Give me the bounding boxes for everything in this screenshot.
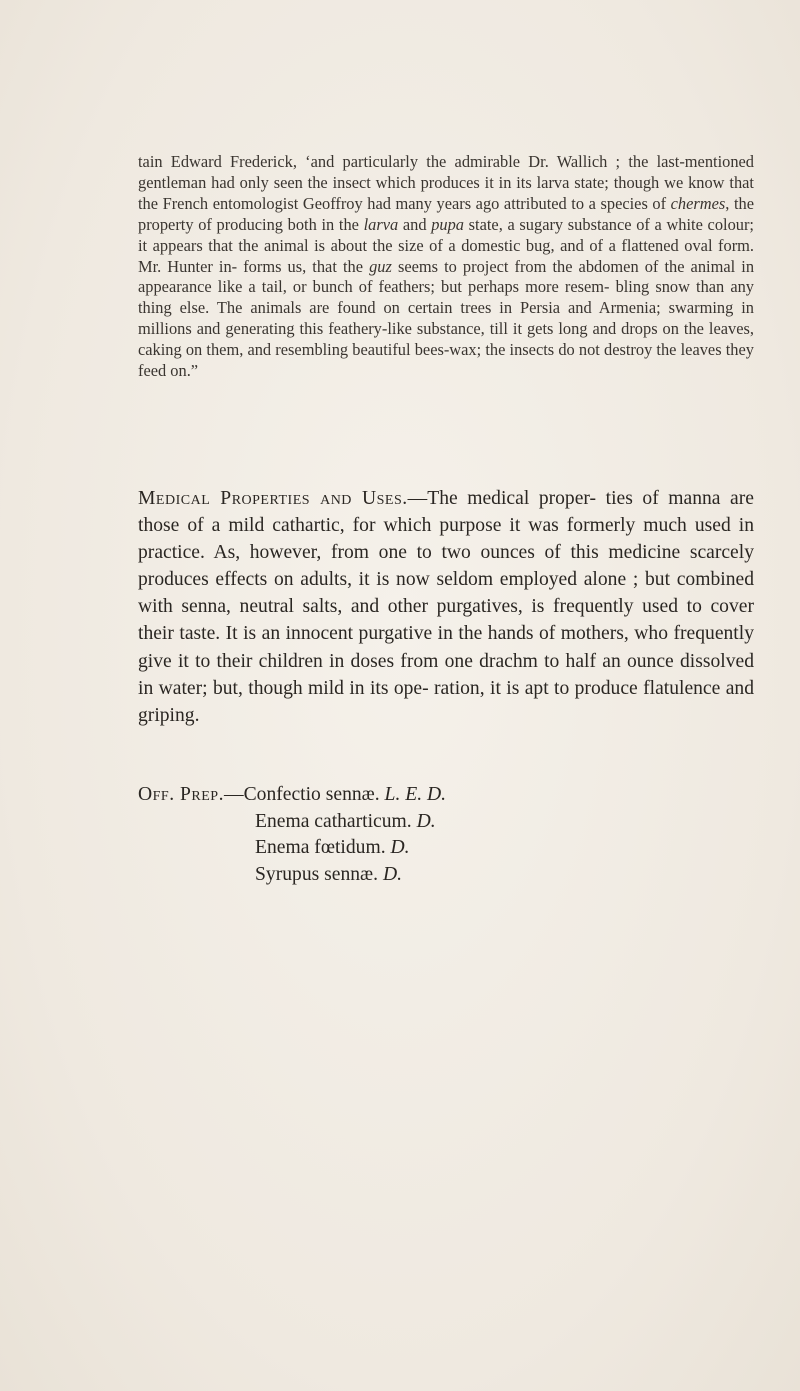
line: bling snow than any thing else. The animals are found on certain xyxy=(138,277,754,318)
prep-name: —Confectio sennæ. xyxy=(224,784,380,805)
prep-item xyxy=(138,809,754,836)
line: it in its larva state; though we know that the French entomologist xyxy=(138,172,754,213)
prep-name: Enema fœtidum. xyxy=(255,837,386,858)
line: in appearance like a tail, or bunch of feathers; but perhaps more resem- xyxy=(138,256,755,297)
line: trees in Persia and Armenia; swarming in millions and generating xyxy=(138,298,754,339)
prep-label: Off. Prep. xyxy=(138,784,224,805)
line: tain Edward Frederick, ‘and particularly the admirable Dr. Wallich ; xyxy=(138,152,621,171)
italic-term: larva xyxy=(363,214,399,234)
prep-codes: D. xyxy=(390,837,410,858)
line: , the xyxy=(725,193,754,213)
line: and xyxy=(398,214,432,234)
line: the last-mentioned gentleman had only seen the insect which produces xyxy=(138,152,754,192)
medical-properties-paragraph xyxy=(138,485,754,729)
prep-codes: D. xyxy=(416,810,436,832)
line: seems to project from the abdomen of the animal xyxy=(391,256,736,276)
line: property of producing both in the xyxy=(138,214,364,234)
prep-item xyxy=(138,835,754,862)
line: size of a domestic bug, and of a flattened oval form. Mr. Hunter in- xyxy=(138,235,754,276)
line: not destroy the leaves they feed on.” xyxy=(138,340,754,381)
prep-item xyxy=(138,782,754,809)
line: this feathery-like substance, till it gets long and drops on the leaves, xyxy=(299,319,754,339)
prep-codes: D. xyxy=(382,863,402,885)
prep-name: Syrupus sennæ. xyxy=(255,863,379,885)
prep-name: Enema catharticum. xyxy=(255,810,412,832)
line: substance of a white colour; it appears that the animal is about the xyxy=(138,214,754,255)
prep-codes: L. E. D. xyxy=(384,784,447,805)
line: forms us, that the xyxy=(243,256,370,276)
line: Geoffroy had many years ago attributed to a species of xyxy=(302,193,671,213)
prep-item xyxy=(138,862,754,889)
line: caking on them, and resembling beautiful bees-wax; the insects do xyxy=(138,340,575,360)
line: state, a sugary xyxy=(464,214,564,234)
italic-term: chermes xyxy=(670,193,726,213)
italic-term: guz xyxy=(369,256,392,276)
preparations-list xyxy=(138,782,754,888)
quote-paragraph xyxy=(138,152,754,382)
section-heading: Medical Properties and Uses. xyxy=(138,488,408,509)
italic-term: pupa xyxy=(431,214,464,234)
paragraph-body: —The medical proper- ties of manna are those of a mild cathartic, for which purpose it was formerly much used in practice. As, however, from one to two ounces of this medicine scarcely produces effects on adults, it is now seldom employed alone ; but combined with senna, neutral salts, and other purgatives, is frequently used to cover their taste. It is an innocent purgative in the hands of mothers, who frequently give it to their children in doses from one drachm to half an ounce dissolved in water; but, though mild in its ope- ration, it is apt to produce flatulence and griping. xyxy=(138,488,754,726)
